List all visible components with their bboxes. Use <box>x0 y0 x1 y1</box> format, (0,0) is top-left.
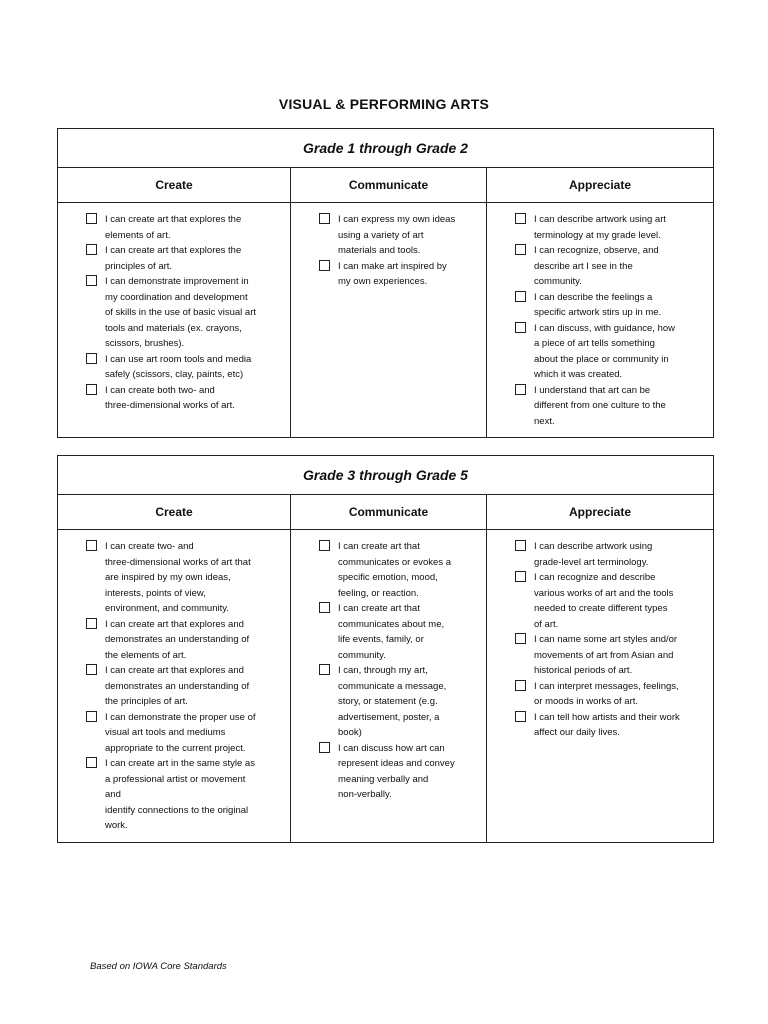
checklist-item: I can create art that explores the elements of art. <box>86 212 284 243</box>
checklist-item: I can interpret messages, feelings, or moods in works of art. <box>515 679 707 710</box>
grade-3-5-heading: Grade 3 through Grade 5 <box>58 456 714 495</box>
checklist-item: I can tell how artists and their work affect our daily lives. <box>515 710 707 741</box>
checklist-item: I can create art in the same style as a professional artist or movement and identify connections to the original work. <box>86 756 284 834</box>
checkbox[interactable] <box>515 384 526 395</box>
column-header-create: Create <box>58 495 291 530</box>
checkbox[interactable] <box>86 275 97 286</box>
checkbox[interactable] <box>319 213 330 224</box>
checklist-item: I can recognize and describe various works of art and the tools needed to create different types of art. <box>515 570 707 632</box>
checkbox[interactable] <box>515 291 526 302</box>
checkbox[interactable] <box>515 322 526 333</box>
checkbox[interactable] <box>86 540 97 551</box>
column-header-appreciate: Appreciate <box>487 495 714 530</box>
communicate-cell <box>291 203 487 438</box>
checklist-item: I can demonstrate the proper use of visual art tools and mediums appropriate to the current project. <box>86 710 284 757</box>
checkbox[interactable] <box>86 384 97 395</box>
checkbox[interactable] <box>319 260 330 271</box>
document-title: VISUAL & PERFORMING ARTS <box>278 96 490 112</box>
appreciate-cell <box>487 530 714 843</box>
checklist-item: I can create art that communicates about me, life events, family, or community. <box>319 601 480 663</box>
appreciate-cell <box>487 203 714 438</box>
footer-note: Based on IOWA Core Standards <box>90 961 227 972</box>
checkbox[interactable] <box>515 213 526 224</box>
communicate-cell <box>291 530 487 843</box>
grade-1-2-heading: Grade 1 through Grade 2 <box>58 129 714 168</box>
checklist-item: I can create both two- and three-dimensional works of art. <box>86 383 284 414</box>
checklist-item: I can discuss how art can represent ideas and convey meaning verbally and non-verbally. <box>319 741 480 803</box>
checklist-item: I can demonstrate improvement in my coordination and development of skills in the use of basic visual art tools and materials (ex. crayons, scissors, brushes). <box>86 274 284 352</box>
grade-3-5-table <box>57 455 714 843</box>
checklist-item: I can create art that explores and demonstrates an understanding of the elements of art. <box>86 617 284 664</box>
checkbox[interactable] <box>86 757 97 768</box>
create-cell <box>58 530 291 843</box>
column-header-communicate: Communicate <box>291 168 487 203</box>
column-header-appreciate: Appreciate <box>487 168 714 203</box>
checklist-item: I can recognize, observe, and describe art I see in the community. <box>515 243 707 290</box>
column-header-create: Create <box>58 168 291 203</box>
checkbox[interactable] <box>86 244 97 255</box>
checklist-item: I can express my own ideas using a variety of art materials and tools. <box>319 212 480 259</box>
checkbox[interactable] <box>86 664 97 675</box>
checkbox[interactable] <box>515 540 526 551</box>
checkbox[interactable] <box>86 618 97 629</box>
checkbox[interactable] <box>86 353 97 364</box>
checkbox[interactable] <box>319 664 330 675</box>
checklist-item: I can describe the feelings a specific artwork stirs up in me. <box>515 290 707 321</box>
checkbox[interactable] <box>319 742 330 753</box>
checklist-item: I can name some art styles and/or movements of art from Asian and historical periods of art. <box>515 632 707 679</box>
column-header-communicate: Communicate <box>291 495 487 530</box>
checkbox[interactable] <box>515 244 526 255</box>
checkbox[interactable] <box>515 571 526 582</box>
checklist-item: I can create art that communicates or evokes a specific emotion, mood, feeling, or reaction. <box>319 539 480 601</box>
checklist-item: I can create art that explores the principles of art. <box>86 243 284 274</box>
grade-1-2-table <box>57 128 714 438</box>
checklist-item: I can, through my art, communicate a message, story, or statement (e.g. advertisement, poster, a book) <box>319 663 480 741</box>
checkbox[interactable] <box>515 680 526 691</box>
checklist-item: I can discuss, with guidance, how a piece of art tells something about the place or community in which it was created. <box>515 321 707 383</box>
checklist-item: I can create two- and three-dimensional works of art that are inspired by my own ideas, interests, points of view, environment, and community. <box>86 539 284 617</box>
checklist-item: I can describe artwork using grade-level art terminology. <box>515 539 707 570</box>
checklist-item: I can describe artwork using art terminology at my grade level. <box>515 212 707 243</box>
checklist-item: I can create art that explores and demonstrates an understanding of the principles of art. <box>86 663 284 710</box>
checkbox[interactable] <box>319 540 330 551</box>
checklist-item: I understand that art can be different from one culture to the next. <box>515 383 707 430</box>
checkbox[interactable] <box>515 711 526 722</box>
checkbox[interactable] <box>515 633 526 644</box>
checklist-item: I can make art inspired by my own experiences. <box>319 259 480 290</box>
create-cell <box>58 203 291 438</box>
checkbox[interactable] <box>319 602 330 613</box>
checkbox[interactable] <box>86 213 97 224</box>
checklist-item: I can use art room tools and media safely (scissors, clay, paints, etc) <box>86 352 284 383</box>
checkbox[interactable] <box>86 711 97 722</box>
